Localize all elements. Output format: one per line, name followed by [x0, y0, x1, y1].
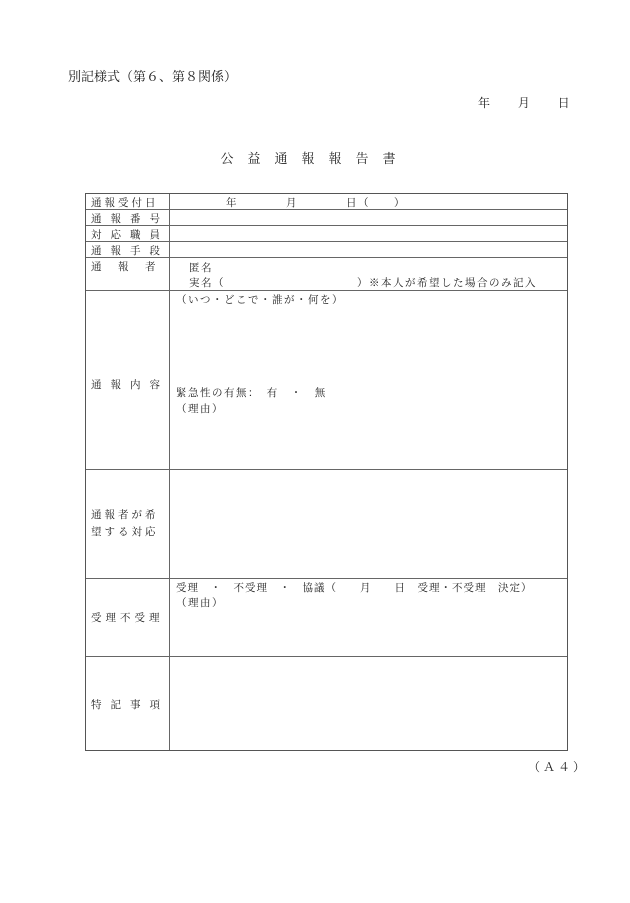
acceptance-label: 受理不受理 — [91, 612, 164, 624]
acceptance-reason: （理由） — [176, 597, 224, 609]
urgency-field[interactable]: 緊急性の有無： 有 ・ 無 — [176, 387, 327, 399]
content-prompt: （いつ・どこで・誰が・何を） — [176, 294, 344, 306]
report-table — [85, 193, 568, 751]
date-line: 年 月 日 — [478, 96, 570, 110]
real-name-field[interactable]: 実名（ ）※本人が希望した場合のみ記入 — [189, 277, 537, 289]
desired-response-label-2: 望する対応 — [91, 526, 159, 538]
row-divider — [86, 469, 567, 470]
content-label: 通報内容 — [91, 379, 169, 391]
row-divider — [86, 578, 567, 579]
report-number-label: 通報番号 — [91, 213, 169, 225]
row-divider — [86, 656, 567, 657]
paper-size: （Ａ４） — [528, 760, 589, 774]
reception-date-label: 通報受付日 — [91, 197, 159, 209]
anonymous-option[interactable]: 匿名 — [189, 262, 213, 274]
reception-date-field[interactable]: 年 月 日（ ） — [226, 197, 406, 209]
remarks-label: 特記事項 — [91, 699, 169, 711]
method-label: 通報手段 — [91, 245, 169, 257]
form-reference: 別記様式（第６、第８関係） — [68, 70, 238, 85]
staff-label: 対応職員 — [91, 229, 169, 241]
reporter-label: 通 報 者 — [91, 261, 159, 273]
column-divider — [169, 194, 170, 750]
row-divider — [86, 290, 567, 291]
desired-response-label: 通報者が希 — [91, 509, 159, 521]
acceptance-options[interactable]: 受理 ・ 不受理 ・ 協議（ 月 日 受理・不受理 決定） — [176, 582, 533, 594]
content-reason: （理由） — [176, 403, 224, 415]
page-title: 公益通報報告書 — [220, 152, 410, 167]
